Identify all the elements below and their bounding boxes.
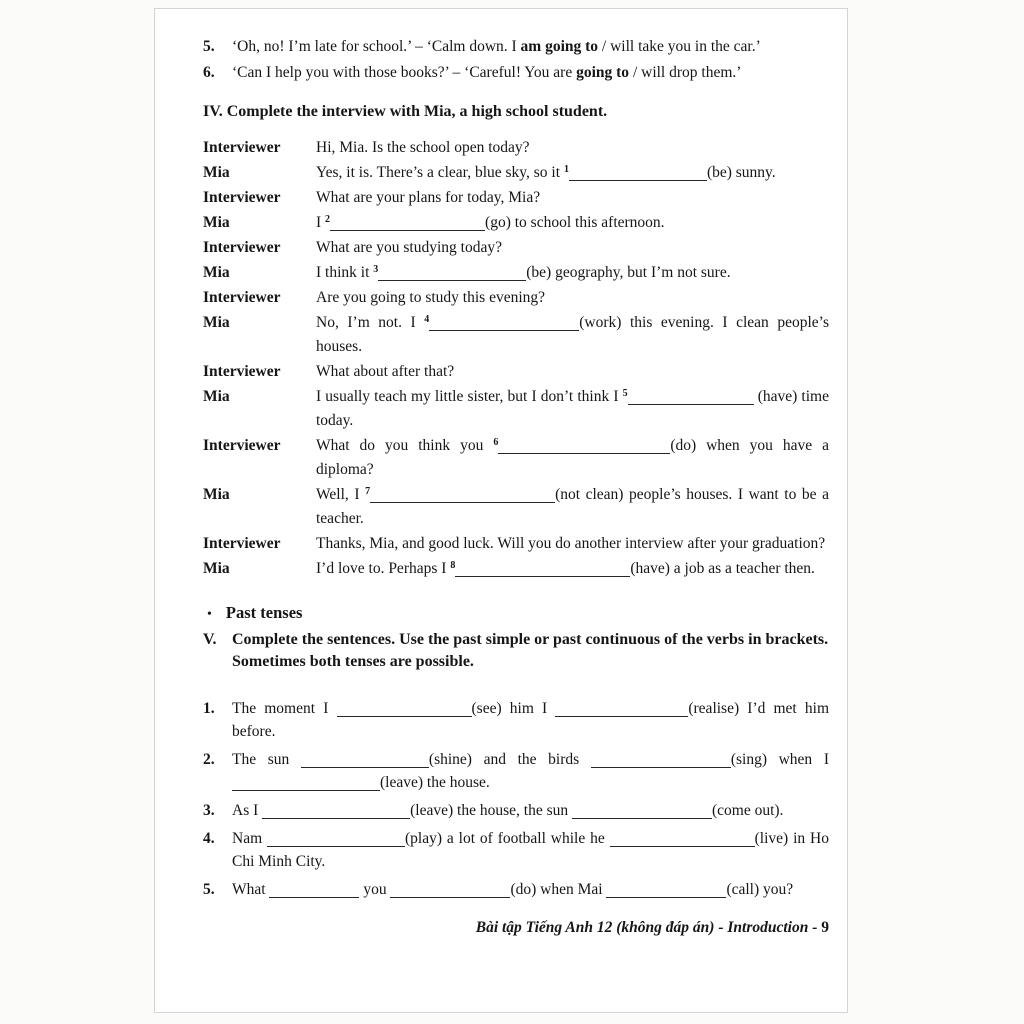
blank-number: 3 <box>373 264 379 275</box>
item-text <box>232 827 829 873</box>
fill-in-blank <box>301 766 429 768</box>
fill-in-blank <box>606 896 726 898</box>
numbered-item <box>203 827 829 873</box>
numbered-item <box>203 878 829 901</box>
blank-number: 4 <box>424 314 430 325</box>
text-run: / will drop them.’ <box>629 64 742 81</box>
dialogue-text <box>316 557 829 581</box>
section-iv-heading: IV. Complete the interview with Mia, a high school student. <box>203 103 608 120</box>
numbered-item <box>203 799 829 822</box>
fill-in-blank <box>232 789 380 791</box>
section-v-number: V. <box>203 631 217 648</box>
bullet-icon: • <box>207 607 212 622</box>
text-run: What <box>232 881 270 898</box>
text-run: (work) this evening. I clean people’s houses. <box>316 314 829 355</box>
text-run: What are you studying today? <box>316 239 502 256</box>
numbered-item <box>203 748 829 794</box>
dialogue-text <box>316 286 829 310</box>
dialogue-text <box>316 161 829 185</box>
fill-in-blank <box>555 715 688 717</box>
text-run: (not clean) people’s houses. I want to be a teacher. <box>316 486 830 527</box>
dialogue-text <box>316 483 829 531</box>
exercise-items-5-6 <box>203 35 829 84</box>
numbered-item <box>203 61 829 84</box>
dialogue-text <box>316 236 829 260</box>
text-run: As I <box>232 802 263 819</box>
text-run: am going to <box>520 38 599 55</box>
item-number: 3. <box>203 802 215 819</box>
speaker-label: Interviewer <box>203 535 281 552</box>
speaker-label: Mia <box>203 314 230 331</box>
speaker-label: Interviewer <box>203 139 281 156</box>
speaker-label: Mia <box>203 214 230 231</box>
exercise-v-items <box>203 697 829 901</box>
speaker-label: Interviewer <box>203 363 281 380</box>
dialogue-text <box>316 261 829 285</box>
text-run: going to <box>576 64 630 81</box>
text-run: Yes, it is. There’s a clear, blue sky, so it <box>316 164 564 181</box>
text-run: Are you going to study this evening? <box>316 289 546 306</box>
footer-text: Bài tập Tiếng Anh 12 (không đáp án) - Introduction - <box>475 919 822 936</box>
item-text <box>232 35 829 58</box>
fill-in-blank <box>628 403 754 405</box>
text-run: Hi, Mia. Is the school open today? <box>316 139 530 156</box>
dialogue-text <box>316 434 829 482</box>
blank-number: 2 <box>325 214 331 225</box>
item-number: 5. <box>203 881 215 898</box>
fill-in-blank <box>370 501 555 503</box>
text-run: I’d love to. Perhaps I <box>316 560 451 577</box>
fill-in-blank <box>378 279 526 281</box>
blank-number: 6 <box>493 437 499 448</box>
text-run: (play) a lot of football while he <box>405 830 610 847</box>
text-run: (realise) I’d met him before. <box>232 700 830 740</box>
speaker-label: Interviewer <box>203 437 281 454</box>
fill-in-blank <box>267 845 405 847</box>
text-run: Nam <box>232 830 268 847</box>
dialogue-text <box>316 136 829 160</box>
speaker-label: Interviewer <box>203 289 281 306</box>
page-footer <box>203 919 829 937</box>
speaker-label: Mia <box>203 560 230 577</box>
text-run: (call) you? <box>726 881 794 898</box>
blank-number: 5 <box>622 388 628 399</box>
text-run: ‘Oh, no! I’m late for school.’ – ‘Calm down. I <box>232 38 521 55</box>
text-run: (sing) when I <box>730 751 829 768</box>
text-run: (live) in Ho Chi Minh City. <box>232 830 829 870</box>
past-tenses-bullet-row <box>203 603 829 623</box>
fill-in-blank <box>269 896 359 898</box>
scanned-page <box>154 8 848 1013</box>
speaker-label: Mia <box>203 164 230 181</box>
item-text <box>232 61 829 84</box>
fill-in-blank <box>262 817 410 819</box>
text-run: (be) sunny. <box>706 164 776 181</box>
speaker-label: Mia <box>203 388 230 405</box>
item-text <box>232 799 829 822</box>
numbered-item <box>203 35 829 58</box>
text-run: ‘Can I help you with those books?’ – ‘Careful! You are <box>232 64 577 81</box>
interview-dialogue <box>203 136 829 581</box>
speaker-label: Mia <box>203 486 230 503</box>
fill-in-blank <box>330 229 485 231</box>
fill-in-blank <box>337 715 472 717</box>
item-number: 4. <box>203 830 215 847</box>
text-run: (do) when Mai <box>510 881 607 898</box>
text-run: Thanks, Mia, and good luck. Will you do another interview after your graduation? <box>316 535 826 552</box>
blank-number: 8 <box>450 560 456 571</box>
fill-in-blank <box>390 896 510 898</box>
text-run: I usually teach my little sister, but I don’t think I <box>316 388 623 405</box>
dialogue-text <box>316 532 829 556</box>
fill-in-blank <box>610 845 755 847</box>
numbered-item <box>203 697 829 743</box>
text-run: (have) time today. <box>316 388 829 429</box>
item-number: 1. <box>203 700 215 717</box>
text-run: (see) him I <box>471 700 556 717</box>
text-run: (come out). <box>711 802 784 819</box>
dialogue-text <box>316 360 829 384</box>
dialogue-text <box>316 211 829 235</box>
item-number: 2. <box>203 751 215 768</box>
text-run: (have) a job as a teacher then. <box>630 560 815 577</box>
fill-in-blank <box>429 329 579 331</box>
text-run: Well, I <box>316 486 366 503</box>
text-run: (go) to school this afternoon. <box>485 214 665 231</box>
text-run: The sun <box>232 751 301 768</box>
item-number: 5. <box>203 38 215 55</box>
text-run: I think it <box>316 264 374 281</box>
blank-number: 7 <box>365 486 371 497</box>
text-run: (be) geography, but I’m not sure. <box>526 264 731 281</box>
page-number: 9 <box>821 919 829 936</box>
text-run: What do you think you <box>316 437 494 454</box>
text-run: (shine) and the birds <box>428 751 591 768</box>
blank-number: 1 <box>563 164 569 175</box>
section-v-heading <box>203 629 829 673</box>
item-text <box>232 697 829 743</box>
text-run: The moment I <box>232 700 337 717</box>
past-tenses-label: Past tenses <box>225 603 303 622</box>
page-content <box>203 35 829 937</box>
item-text <box>232 748 829 794</box>
speaker-label: Interviewer <box>203 189 281 206</box>
text-run: (leave) the house. <box>380 774 490 791</box>
item-number: 6. <box>203 64 215 81</box>
fill-in-blank <box>569 179 707 181</box>
dialogue-text <box>316 311 829 359</box>
text-run: I <box>316 214 326 231</box>
text-run: / will take you in the car.’ <box>598 38 761 55</box>
speaker-label: Interviewer <box>203 239 281 256</box>
item-text <box>232 878 829 901</box>
section-v-instructions: Complete the sentences. Use the past simple or past continuous of the verbs in brackets. Sometimes both tenses are possible. <box>232 631 829 670</box>
fill-in-blank <box>591 766 731 768</box>
dialogue-text <box>316 186 829 210</box>
dialogue-text <box>316 385 829 433</box>
text-run: What about after that? <box>316 363 455 380</box>
fill-in-blank <box>498 452 670 454</box>
text-run: What are your plans for today, Mia? <box>316 189 541 206</box>
text-run: (do) when you have a diploma? <box>316 437 829 478</box>
fill-in-blank <box>572 817 712 819</box>
text-run: you <box>359 881 391 898</box>
fill-in-blank <box>455 575 630 577</box>
text-run: (leave) the house, the sun <box>410 802 572 819</box>
text-run: No, I’m not. I <box>316 314 425 331</box>
speaker-label: Mia <box>203 264 230 281</box>
